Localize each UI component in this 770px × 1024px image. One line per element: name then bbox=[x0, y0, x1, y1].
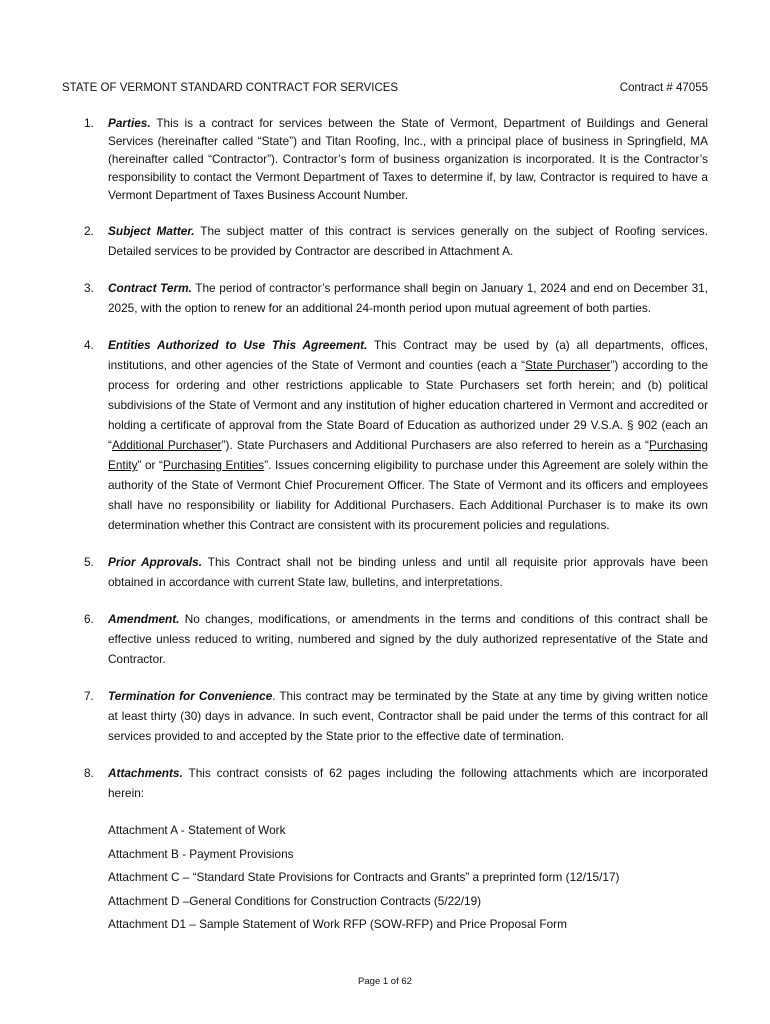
section-entities-authorized bbox=[0, 335, 770, 535]
section-text: The period of contractor’s performance shall begin on January 1, 2024 and end on December 31, 2025, with the option to renew for an additional 24-month period upon mutual agreement of both parties. bbox=[108, 281, 708, 315]
defined-term-additional-purchaser: Additional Purchaser bbox=[111, 438, 222, 452]
defined-term-purchasing-entities: Purchasing Entities bbox=[162, 458, 265, 472]
page-footer: Page 1 of 62 bbox=[358, 976, 412, 987]
page-header bbox=[62, 82, 708, 98]
section-heading: Prior Approvals. bbox=[108, 555, 203, 569]
section-number: 6. bbox=[84, 612, 94, 626]
attachment-item: Attachment A - Statement of Work bbox=[108, 823, 286, 837]
section-termination bbox=[0, 686, 770, 746]
attachment-list bbox=[108, 819, 708, 937]
section-heading: Subject Matter. bbox=[108, 224, 195, 238]
section-heading: Attachments. bbox=[108, 766, 183, 780]
attachment-item: Attachment C – “Standard State Provisions for Contracts and Grants” a preprinted form (12/15/17) bbox=[108, 870, 620, 884]
section-text: This is a contract for services between the State of Vermont, Department of Buildings and General Services (hereinafter called “State”) and Titan Roofing, Inc., with a principal place of business in Springfield, MA (hereinafter called “Contractor”). Contractor’s form of business organization is incorporated. It is the Contractor’s responsibility to contact the Vermont Department of Taxes to determine if, by law, Contractor is required to have a Vermont Department of Taxes Business Account Number. bbox=[108, 116, 708, 202]
section-number: 3. bbox=[84, 281, 94, 295]
attachment-item: Attachment B - Payment Provisions bbox=[108, 846, 294, 861]
section-number: 4. bbox=[84, 338, 94, 352]
section-text-part: ” or “ bbox=[137, 458, 163, 472]
section-number: 2. bbox=[84, 224, 94, 238]
section-text-part: ”). State Purchasers and Additional Purchasers are also referred to herein as a “ bbox=[221, 438, 649, 452]
section-text: The subject matter of this contract is services generally on the subject of Roofing services. Detailed services to be provided by Contractor are described in Attachment A. bbox=[108, 224, 708, 258]
section-number: 5. bbox=[84, 555, 94, 569]
contract-number: Contract # 47055 bbox=[619, 82, 708, 94]
section-contract-term bbox=[0, 278, 770, 318]
section-attachments bbox=[0, 763, 770, 937]
section-heading: Parties. bbox=[108, 116, 151, 130]
section-amendment bbox=[0, 609, 770, 669]
section-text-part: ”. Issues concerning eligibility to purchase under this Agreement are solely within the authority of the State of Vermont Chief Procurement Officer. The State of Vermont and its officers and employees shall have no responsibility or liability for Additional Purchasers. Each Additional Purchaser is to make its own determination whether this Contract are consistent with its procurement policies and regulations. bbox=[108, 458, 709, 532]
section-text-part: ”) according to the process for ordering and other restrictions applicable to State Purchasers set forth herein; and (b) political subdivisions of the State of Vermont and any institution of higher education chartered in Vermont and accredited or holding a certificate of approval from the State Board of Education as authorized under 29 V.S.A. § 902 (each an “ bbox=[108, 358, 709, 452]
section-number: 8. bbox=[84, 766, 94, 780]
section-heading: Amendment. bbox=[108, 612, 180, 626]
section-heading: Entities Authorized to Use This Agreement. bbox=[108, 338, 368, 352]
section-text: This Contract shall not be binding unless and until all requisite prior approvals have been obtained in accordance with current State law, bulletins, and interpretations. bbox=[108, 555, 709, 589]
section-parties bbox=[0, 114, 770, 204]
attachment-item: Attachment D1 – Sample Statement of Work RFP (SOW-RFP) and Price Proposal Form bbox=[108, 917, 567, 931]
section-text-part: This Contract may be used by (a) all departments, offices, institutions, and other agencies of the State of Vermont and counties (each a “ bbox=[108, 338, 708, 372]
defined-term-state-purchaser: State Purchaser bbox=[525, 358, 611, 372]
section-text: No changes, modifications, or amendments in the terms and conditions of this contract shall be effective unless reduced to writing, numbered and signed by the duly authorized representative of the State and Contractor. bbox=[108, 612, 708, 666]
section-heading: Termination for Convenience bbox=[108, 689, 273, 703]
defined-term-purchasing-entity: Purchasing Entity bbox=[108, 438, 708, 472]
section-number: 7. bbox=[84, 689, 94, 703]
attachment-item: Attachment D –General Conditions for Construction Contracts (5/22/19) bbox=[108, 893, 482, 908]
section-prior-approvals bbox=[0, 552, 770, 592]
section-heading: Contract Term. bbox=[108, 281, 192, 295]
section-text: This contract consists of 62 pages including the following attachments which are incorporated herein: bbox=[108, 766, 708, 800]
section-number: 1. bbox=[84, 116, 94, 130]
section-subject-matter bbox=[0, 221, 770, 261]
section-text: . This contract may be terminated by the State at any time by giving written notice at least thirty (30) days in advance. In such event, Contractor shall be paid under the terms of this contract for all services provided to and accepted by the State prior to the effective date of termination. bbox=[108, 689, 708, 743]
contract-sections bbox=[0, 114, 770, 954]
contract-title: STATE OF VERMONT STANDARD CONTRACT FOR SERVICES bbox=[62, 82, 399, 94]
